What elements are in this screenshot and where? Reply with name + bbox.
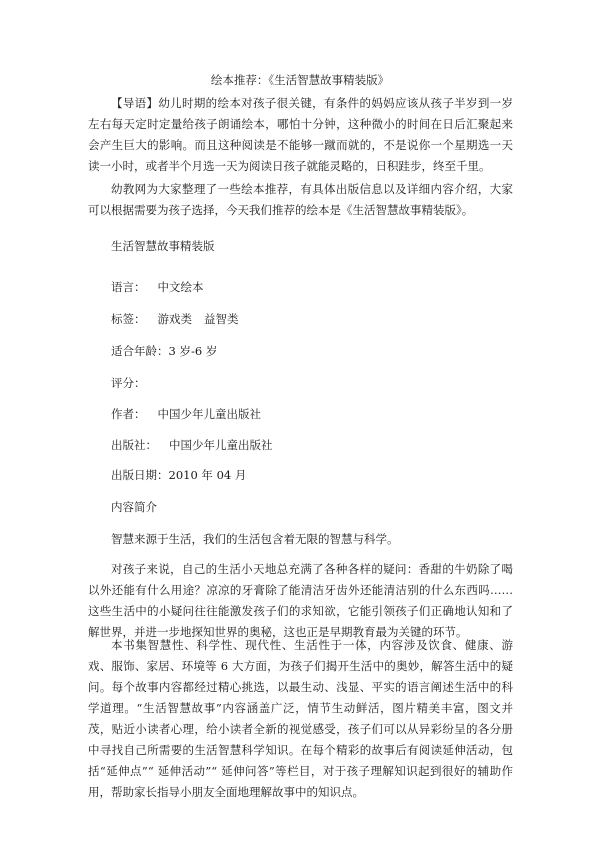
date-label: 出版日期： <box>111 468 169 482</box>
age-label: 适合年龄： <box>111 344 169 358</box>
language-label: 语言： <box>111 280 146 294</box>
summary-heading: 内容简介 <box>111 500 157 514</box>
publisher-value: 中国少年儿童出版社 <box>169 438 273 452</box>
info-language <box>111 280 204 294</box>
author-value: 中国少年儿童出版社 <box>157 407 261 421</box>
intro-paragraph-2: 幼教网为大家整理了一些绘本推荐，有具体出版信息以及详细内容介绍，大家可以根据需要为孩子选择，今天我们推荐的绘本是《生活智慧故事精装版》。 <box>88 182 513 217</box>
author-label: 作者： <box>111 407 146 421</box>
publisher-label: 出版社： <box>111 438 157 452</box>
tag-1: 游戏类 <box>157 312 192 326</box>
info-author <box>111 407 261 421</box>
info-age <box>111 344 217 358</box>
info-date <box>111 468 246 482</box>
info-rating <box>111 376 146 390</box>
age-value: 3 岁-6 岁 <box>168 344 218 358</box>
info-tags <box>111 312 239 326</box>
tag-2: 益智类 <box>204 312 239 326</box>
summary-paragraph-2: 本书集智慧性、科学性、现代性、生活性于一体，内容涉及饮食、健康、游戏、服饰、家居、环境等 6 大方面，为孩子们揭开生活中的奥妙，解答生活中的疑问。每个故事内容都经过精心挑选，以最生动、浅显、平实的语言阐述生活中的科学道理。“生活智慧故事”内容涵盖广泛，情节生动鲜活，图片精美丰富，图文并茂，贴近小读者心理，给小读者全新的视觉感受，孩子们可以从异彩纷呈的各分册中寻找自己所需要的生活智慧科学知识。在每个精彩的故事后有阅读延伸活动，包括“延伸点”“ 延伸活动”“ 延伸问答”等栏目，对于孩子理解知识起到很好的辅助作用，帮助家长指导小朋友全面地理解故事中的知识点。 <box>88 638 513 799</box>
tags-label: 标签： <box>111 312 146 326</box>
document-title: 绘本推荐：《生活智慧故事精装版》 <box>210 73 390 87</box>
book-name: 生活智慧故事精装版 <box>111 239 215 253</box>
summary-lead: 智慧来源于生活，我们的生活包含着无限的智慧与科学。 <box>111 532 399 546</box>
intro-paragraph: 【导语】幼儿时期的绘本对孩子很关键，有条件的妈妈应该从孩子半岁到一岁左右每天定时定量给孩子朗诵绘本，哪怕十分钟，这种微小的时间在日后汇聚起来会产生巨大的影响。而且这种阅读是不能够一蹴而就的，不是说你一个星期选一天读一小时，或者半个月选一天为阅读日孩子就能灵略的，日积跬步，终至千里。 <box>88 96 513 173</box>
date-value: 2010 年 04 月 <box>168 468 247 482</box>
rating-label: 评分： <box>111 376 146 390</box>
language-value: 中文绘本 <box>157 280 204 294</box>
info-publisher <box>111 438 273 452</box>
summary-paragraph-1: 对孩子来说，自己的生活小天地总充满了各种各样的疑问：香甜的牛奶除了喝以外还能有什么用途？凉凉的牙膏除了能清洁牙齿外还能清洁别的什么东西吗……这些生活中的小疑问往往能激发孩子们的求知欲，它能引领孩子们正确地认知和了解世界，并进一步地探知世界的奥秘，这也正是早期教育最为关键的环节。 <box>88 562 513 639</box>
